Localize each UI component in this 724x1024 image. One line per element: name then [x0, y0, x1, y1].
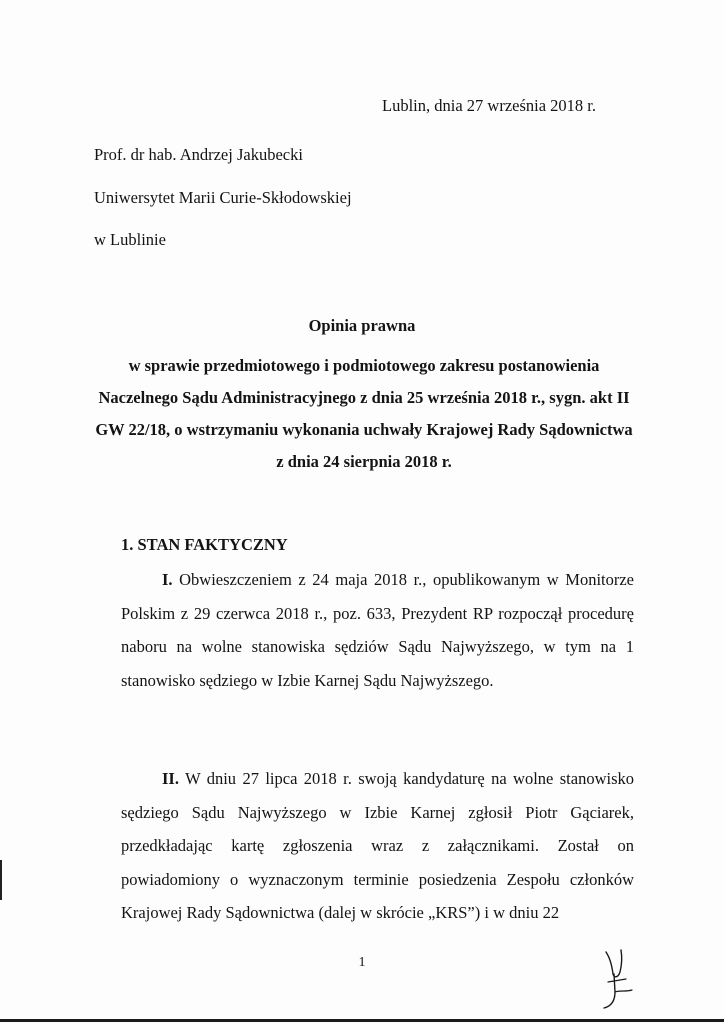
page-number: 1	[358, 955, 366, 970]
section-heading: 1. STAN FAKTYCZNY	[121, 535, 288, 554]
place-date: Lublin, dnia 27 września 2018 r.	[382, 96, 597, 115]
document-subject: w sprawie przedmiotowego i podmiotowego zakresu postanowienia Naczelnego Sądu Administracyjnego z dnia 25 września 2018 r., sygn. akt II GW 22/18, o wstrzymaniu wykonania uchwały Krajowej Rady Sądownictwa z dnia 24 sierpnia 2018 r.	[95, 356, 633, 471]
scan-edge-mark	[0, 860, 2, 900]
paragraph-text: Obwieszczeniem z 24 maja 2018 r., opublikowanym w Monitorze Polskim z 29 czerwca 2018 r., poz. 633, Prezydent RP rozpoczął procedurę naboru na wolne stanowiska sędziów Sądu Najwyższego, w tym na 1 stanowisko sędziego w Izbie Karnej Sądu Najwyższego.	[121, 570, 635, 690]
paragraph-1	[121, 563, 634, 697]
scan-bottom-border	[0, 1019, 724, 1022]
paragraph-number: II.	[162, 769, 179, 788]
document-title: Opinia prawna	[308, 316, 416, 335]
paragraph-text: W dniu 27 lipca 2018 r. swoją kandydaturę na wolne stanowisko sędziego Sądu Najwyższego w Izbie Karnej zgłosił Piotr Gąciarek, przedkładając kartę zgłoszenia wraz z załącznikami. Został on powiadomiony o wyznaczonym terminie posiedzenia Zespołu członków Krajowej Rady Sądownictwa (dalej w skrócie „KRS”) i w dniu 22	[121, 769, 635, 922]
recipient-name: Prof. dr hab. Andrzej Jakubecki	[94, 145, 303, 164]
paragraph-number: I.	[162, 570, 173, 589]
recipient-city: w Lublinie	[94, 230, 166, 249]
handwritten-initials-icon	[596, 948, 636, 1010]
paragraph-2	[121, 762, 634, 930]
recipient-institution: Uniwersytet Marii Curie-Skłodowskiej	[94, 188, 352, 207]
